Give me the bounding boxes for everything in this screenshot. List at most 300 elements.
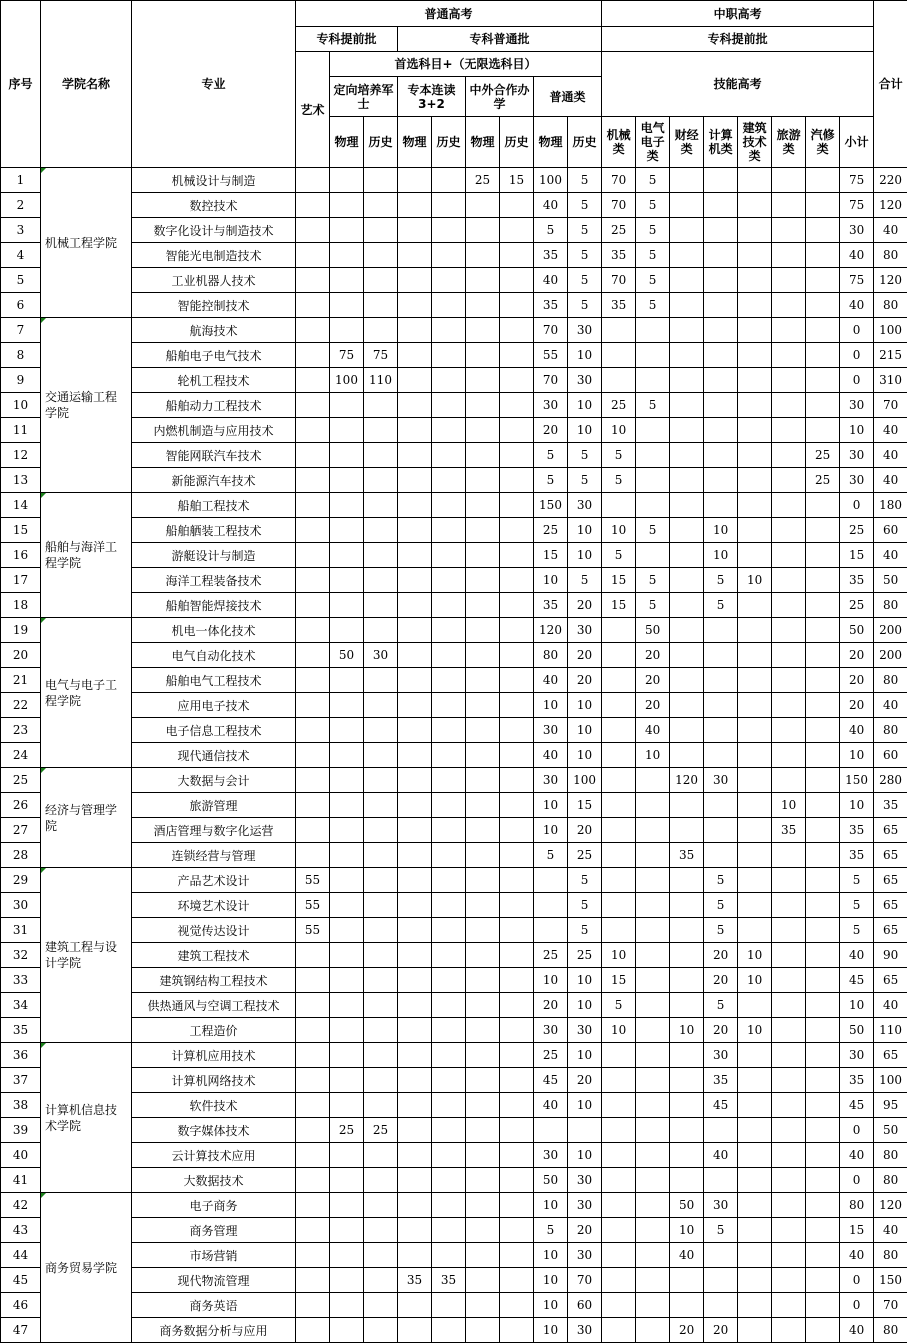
zb-his-cell bbox=[432, 1068, 466, 1093]
zb-his-cell bbox=[432, 318, 466, 343]
zw-phy-cell bbox=[466, 1243, 500, 1268]
pt-phy-cell: 10 bbox=[534, 818, 568, 843]
total-cell: 120 bbox=[874, 193, 907, 218]
dx-his-cell bbox=[364, 618, 398, 643]
table-row bbox=[1, 343, 907, 368]
major-cell: 船舶动力工程技术 bbox=[132, 393, 296, 418]
jisuanji-cell bbox=[704, 268, 738, 293]
dianqi-cell: 5 bbox=[636, 518, 670, 543]
zb-phy-cell bbox=[398, 268, 432, 293]
zb-his-cell bbox=[432, 1143, 466, 1168]
total-cell: 40 bbox=[874, 418, 907, 443]
caijing-cell bbox=[670, 243, 704, 268]
major-cell: 商务数据分析与应用 bbox=[132, 1318, 296, 1343]
pt-his-cell: 5 bbox=[568, 918, 602, 943]
header-skill-qixiu: 汽修类 bbox=[806, 117, 840, 168]
lvyou-cell bbox=[772, 168, 806, 193]
table-row bbox=[1, 1093, 907, 1118]
caijing-cell bbox=[670, 343, 704, 368]
dx-phy-cell: 50 bbox=[330, 643, 364, 668]
qixiu-cell bbox=[806, 868, 840, 893]
art-cell bbox=[296, 1143, 330, 1168]
qixiu-cell bbox=[806, 1068, 840, 1093]
jisuanji-cell bbox=[704, 818, 738, 843]
zw-his-cell bbox=[500, 993, 534, 1018]
seq-cell: 38 bbox=[1, 1093, 41, 1118]
jianzhu-cell bbox=[738, 768, 772, 793]
jianzhu-cell bbox=[738, 1193, 772, 1218]
art-cell bbox=[296, 218, 330, 243]
zb-phy-cell bbox=[398, 768, 432, 793]
total-cell: 310 bbox=[874, 368, 907, 393]
subtotal-cell: 10 bbox=[840, 743, 874, 768]
zw-his-cell bbox=[500, 593, 534, 618]
total-cell: 65 bbox=[874, 843, 907, 868]
dx-phy-cell bbox=[330, 243, 364, 268]
zw-his-cell bbox=[500, 818, 534, 843]
zw-phy-cell bbox=[466, 1143, 500, 1168]
zb-phy-cell bbox=[398, 1193, 432, 1218]
qixiu-cell bbox=[806, 643, 840, 668]
dx-his-cell bbox=[364, 893, 398, 918]
caijing-cell bbox=[670, 593, 704, 618]
zw-his-cell bbox=[500, 368, 534, 393]
zb-phy-cell bbox=[398, 718, 432, 743]
zw-phy-cell bbox=[466, 543, 500, 568]
art-cell bbox=[296, 1293, 330, 1318]
dx-phy-cell bbox=[330, 1193, 364, 1218]
zb-phy-cell bbox=[398, 743, 432, 768]
qixiu-cell bbox=[806, 593, 840, 618]
qixiu-cell bbox=[806, 168, 840, 193]
qixiu-cell bbox=[806, 1043, 840, 1068]
zb-his-cell bbox=[432, 743, 466, 768]
caijing-cell bbox=[670, 693, 704, 718]
dx-his-cell bbox=[364, 418, 398, 443]
pt-his-cell: 20 bbox=[568, 1068, 602, 1093]
dx-phy-cell bbox=[330, 518, 364, 543]
caijing-cell bbox=[670, 193, 704, 218]
subtotal-cell: 0 bbox=[840, 493, 874, 518]
caijing-cell bbox=[670, 1143, 704, 1168]
header-major: 专业 bbox=[132, 1, 296, 168]
dx-his-cell bbox=[364, 393, 398, 418]
zw-his-cell bbox=[500, 1193, 534, 1218]
jisuanji-cell bbox=[704, 1243, 738, 1268]
table-row bbox=[1, 1118, 907, 1143]
subtotal-cell: 0 bbox=[840, 1268, 874, 1293]
jisuanji-cell: 5 bbox=[704, 868, 738, 893]
dx-his-cell bbox=[364, 1193, 398, 1218]
jisuanji-cell: 5 bbox=[704, 993, 738, 1018]
qixiu-cell bbox=[806, 318, 840, 343]
qixiu-cell bbox=[806, 293, 840, 318]
zw-his-cell bbox=[500, 918, 534, 943]
seq-cell: 8 bbox=[1, 343, 41, 368]
jisuanji-cell bbox=[704, 168, 738, 193]
pt-phy-cell: 10 bbox=[534, 1268, 568, 1293]
dianqi-cell bbox=[636, 843, 670, 868]
qixiu-cell bbox=[806, 1193, 840, 1218]
zb-his-cell bbox=[432, 468, 466, 493]
pt-his-cell: 5 bbox=[568, 193, 602, 218]
zw-phy-cell bbox=[466, 718, 500, 743]
zw-phy-cell bbox=[466, 1068, 500, 1093]
dx-his-cell bbox=[364, 1168, 398, 1193]
college-name-cell: 船舶与海洋工程学院 bbox=[41, 493, 132, 618]
lvyou-cell bbox=[772, 543, 806, 568]
pt-his-cell: 5 bbox=[568, 243, 602, 268]
total-cell: 95 bbox=[874, 1093, 907, 1118]
qixiu-cell bbox=[806, 343, 840, 368]
zw-phy-cell bbox=[466, 1318, 500, 1343]
table-row bbox=[1, 943, 907, 968]
header-dx-history: 历史 bbox=[364, 117, 398, 168]
dx-phy-cell bbox=[330, 943, 364, 968]
major-cell: 数控技术 bbox=[132, 193, 296, 218]
total-cell: 100 bbox=[874, 1068, 907, 1093]
dianqi-cell bbox=[636, 318, 670, 343]
total-cell: 70 bbox=[874, 393, 907, 418]
dx-his-cell bbox=[364, 443, 398, 468]
pt-his-cell: 25 bbox=[568, 943, 602, 968]
jixie-cell bbox=[602, 1293, 636, 1318]
qixiu-cell bbox=[806, 668, 840, 693]
pt-phy-cell: 35 bbox=[534, 293, 568, 318]
total-cell: 40 bbox=[874, 468, 907, 493]
dianqi-cell bbox=[636, 1318, 670, 1343]
total-cell: 80 bbox=[874, 718, 907, 743]
header-skill-jisuanji: 计算机类 bbox=[704, 117, 738, 168]
jixie-cell bbox=[602, 843, 636, 868]
lvyou-cell bbox=[772, 1268, 806, 1293]
jisuanji-cell: 30 bbox=[704, 1193, 738, 1218]
caijing-cell bbox=[670, 1268, 704, 1293]
lvyou-cell bbox=[772, 1043, 806, 1068]
pt-phy-cell: 5 bbox=[534, 843, 568, 868]
table-row bbox=[1, 268, 907, 293]
zw-his-cell bbox=[500, 493, 534, 518]
pt-phy-cell: 20 bbox=[534, 418, 568, 443]
major-cell: 新能源汽车技术 bbox=[132, 468, 296, 493]
jixie-cell: 35 bbox=[602, 293, 636, 318]
caijing-cell bbox=[670, 668, 704, 693]
zw-phy-cell bbox=[466, 343, 500, 368]
seq-cell: 22 bbox=[1, 693, 41, 718]
zb-phy-cell bbox=[398, 1018, 432, 1043]
major-cell: 软件技术 bbox=[132, 1093, 296, 1118]
jisuanji-cell: 10 bbox=[704, 518, 738, 543]
dianqi-cell bbox=[636, 418, 670, 443]
jianzhu-cell bbox=[738, 793, 772, 818]
total-cell: 70 bbox=[874, 1293, 907, 1318]
jianzhu-cell bbox=[738, 1043, 772, 1068]
zb-his-cell bbox=[432, 1218, 466, 1243]
jixie-cell bbox=[602, 618, 636, 643]
dianqi-cell bbox=[636, 943, 670, 968]
subtotal-cell: 10 bbox=[840, 418, 874, 443]
zw-his-cell bbox=[500, 518, 534, 543]
lvyou-cell bbox=[772, 843, 806, 868]
jixie-cell: 10 bbox=[602, 943, 636, 968]
pt-phy-cell bbox=[534, 893, 568, 918]
zw-his-cell bbox=[500, 318, 534, 343]
caijing-cell: 35 bbox=[670, 843, 704, 868]
jisuanji-cell bbox=[704, 468, 738, 493]
zw-his-cell bbox=[500, 643, 534, 668]
seq-cell: 10 bbox=[1, 393, 41, 418]
pt-phy-cell: 150 bbox=[534, 493, 568, 518]
art-cell bbox=[296, 418, 330, 443]
qixiu-cell bbox=[806, 843, 840, 868]
major-cell: 船舶电子电气技术 bbox=[132, 343, 296, 368]
caijing-cell bbox=[670, 743, 704, 768]
major-cell: 建筑钢结构工程技术 bbox=[132, 968, 296, 993]
dx-phy-cell bbox=[330, 1143, 364, 1168]
caijing-cell bbox=[670, 368, 704, 393]
jianzhu-cell bbox=[738, 818, 772, 843]
pt-his-cell: 25 bbox=[568, 843, 602, 868]
zb-phy-cell bbox=[398, 1318, 432, 1343]
caijing-cell: 40 bbox=[670, 1243, 704, 1268]
subtotal-cell: 40 bbox=[840, 243, 874, 268]
zw-phy-cell bbox=[466, 918, 500, 943]
pt-his-cell: 5 bbox=[568, 293, 602, 318]
caijing-cell bbox=[670, 393, 704, 418]
total-cell: 110 bbox=[874, 1018, 907, 1043]
dx-his-cell bbox=[364, 1268, 398, 1293]
dx-his-cell bbox=[364, 1018, 398, 1043]
lvyou-cell bbox=[772, 593, 806, 618]
dx-his-cell bbox=[364, 993, 398, 1018]
subtotal-cell: 10 bbox=[840, 993, 874, 1018]
dianqi-cell bbox=[636, 1193, 670, 1218]
jianzhu-cell bbox=[738, 493, 772, 518]
jixie-cell: 25 bbox=[602, 393, 636, 418]
subtotal-cell: 40 bbox=[840, 1143, 874, 1168]
zw-phy-cell bbox=[466, 193, 500, 218]
zw-phy-cell bbox=[466, 993, 500, 1018]
qixiu-cell bbox=[806, 743, 840, 768]
table-row bbox=[1, 318, 907, 343]
zw-phy-cell bbox=[466, 743, 500, 768]
total-cell: 120 bbox=[874, 1193, 907, 1218]
caijing-cell bbox=[670, 468, 704, 493]
subtotal-cell: 35 bbox=[840, 568, 874, 593]
zw-his-cell bbox=[500, 718, 534, 743]
zb-phy-cell bbox=[398, 993, 432, 1018]
dx-his-cell bbox=[364, 743, 398, 768]
zw-phy-cell bbox=[466, 293, 500, 318]
pt-his-cell: 10 bbox=[568, 1143, 602, 1168]
qixiu-cell bbox=[806, 793, 840, 818]
zw-his-cell bbox=[500, 393, 534, 418]
qixiu-cell bbox=[806, 543, 840, 568]
dx-phy-cell bbox=[330, 268, 364, 293]
jixie-cell: 10 bbox=[602, 1018, 636, 1043]
total-cell: 35 bbox=[874, 793, 907, 818]
dianqi-cell: 5 bbox=[636, 243, 670, 268]
jixie-cell bbox=[602, 693, 636, 718]
dx-his-cell bbox=[364, 693, 398, 718]
dx-phy-cell bbox=[330, 693, 364, 718]
jianzhu-cell bbox=[738, 218, 772, 243]
seq-cell: 41 bbox=[1, 1168, 41, 1193]
zw-phy-cell bbox=[466, 443, 500, 468]
qixiu-cell bbox=[806, 518, 840, 543]
dx-his-cell bbox=[364, 793, 398, 818]
total-cell: 65 bbox=[874, 868, 907, 893]
major-cell: 视觉传达设计 bbox=[132, 918, 296, 943]
jixie-cell: 70 bbox=[602, 268, 636, 293]
pt-his-cell: 10 bbox=[568, 968, 602, 993]
pt-phy-cell: 5 bbox=[534, 1218, 568, 1243]
zw-his-cell bbox=[500, 343, 534, 368]
dianqi-cell bbox=[636, 468, 670, 493]
subtotal-cell: 45 bbox=[840, 1093, 874, 1118]
dx-phy-cell bbox=[330, 443, 364, 468]
dx-his-cell: 75 bbox=[364, 343, 398, 368]
table-row bbox=[1, 668, 907, 693]
zw-his-cell bbox=[500, 1018, 534, 1043]
dx-his-cell bbox=[364, 1093, 398, 1118]
dianqi-cell bbox=[636, 1293, 670, 1318]
jixie-cell: 5 bbox=[602, 993, 636, 1018]
total-cell: 120 bbox=[874, 268, 907, 293]
art-cell bbox=[296, 1043, 330, 1068]
dx-phy-cell bbox=[330, 218, 364, 243]
subtotal-cell: 5 bbox=[840, 918, 874, 943]
lvyou-cell bbox=[772, 643, 806, 668]
zb-his-cell bbox=[432, 493, 466, 518]
qixiu-cell bbox=[806, 1118, 840, 1143]
zb-phy-cell bbox=[398, 168, 432, 193]
dianqi-cell bbox=[636, 443, 670, 468]
table-row bbox=[1, 893, 907, 918]
jixie-cell: 5 bbox=[602, 468, 636, 493]
qixiu-cell bbox=[806, 1243, 840, 1268]
art-cell bbox=[296, 718, 330, 743]
major-cell: 数字化设计与制造技术 bbox=[132, 218, 296, 243]
qixiu-cell bbox=[806, 693, 840, 718]
zw-phy-cell bbox=[466, 493, 500, 518]
zw-phy-cell bbox=[466, 568, 500, 593]
zw-phy-cell bbox=[466, 1193, 500, 1218]
caijing-cell bbox=[670, 1168, 704, 1193]
zb-phy-cell bbox=[398, 493, 432, 518]
seq-cell: 11 bbox=[1, 418, 41, 443]
college-name-cell: 机械工程学院 bbox=[41, 168, 132, 318]
caijing-cell bbox=[670, 643, 704, 668]
zb-phy-cell bbox=[398, 818, 432, 843]
pt-phy-cell: 10 bbox=[534, 693, 568, 718]
pt-his-cell: 5 bbox=[568, 468, 602, 493]
zb-his-cell bbox=[432, 443, 466, 468]
dx-his-cell bbox=[364, 1143, 398, 1168]
header-skill-jianzhu: 建筑技术类 bbox=[738, 117, 772, 168]
header-zhuanke-putong: 专科普通批 bbox=[398, 27, 602, 52]
dx-phy-cell: 100 bbox=[330, 368, 364, 393]
total-cell: 40 bbox=[874, 443, 907, 468]
jixie-cell bbox=[602, 1118, 636, 1143]
college-name-cell: 交通运输工程学院 bbox=[41, 318, 132, 493]
dx-phy-cell bbox=[330, 543, 364, 568]
seq-cell: 3 bbox=[1, 218, 41, 243]
major-cell: 智能光电制造技术 bbox=[132, 243, 296, 268]
jianzhu-cell bbox=[738, 543, 772, 568]
total-cell: 65 bbox=[874, 1043, 907, 1068]
seq-cell: 9 bbox=[1, 368, 41, 393]
art-cell bbox=[296, 593, 330, 618]
dianqi-cell: 5 bbox=[636, 293, 670, 318]
art-cell bbox=[296, 668, 330, 693]
pt-phy-cell bbox=[534, 918, 568, 943]
total-cell: 80 bbox=[874, 243, 907, 268]
seq-cell: 26 bbox=[1, 793, 41, 818]
dx-his-cell bbox=[364, 943, 398, 968]
pt-phy-cell: 55 bbox=[534, 343, 568, 368]
pt-phy-cell: 45 bbox=[534, 1068, 568, 1093]
lvyou-cell bbox=[772, 368, 806, 393]
zb-his-cell bbox=[432, 218, 466, 243]
subtotal-cell: 0 bbox=[840, 343, 874, 368]
dx-his-cell bbox=[364, 1068, 398, 1093]
header-zb-history: 历史 bbox=[432, 117, 466, 168]
pt-his-cell: 30 bbox=[568, 368, 602, 393]
lvyou-cell bbox=[772, 1118, 806, 1143]
subtotal-cell: 35 bbox=[840, 818, 874, 843]
zb-phy-cell bbox=[398, 368, 432, 393]
lvyou-cell bbox=[772, 318, 806, 343]
pt-his-cell: 10 bbox=[568, 393, 602, 418]
subtotal-cell: 40 bbox=[840, 1243, 874, 1268]
header-skill-jixie: 机械类 bbox=[602, 117, 636, 168]
lvyou-cell bbox=[772, 993, 806, 1018]
seq-cell: 43 bbox=[1, 1218, 41, 1243]
pt-his-cell: 5 bbox=[568, 893, 602, 918]
art-cell bbox=[296, 818, 330, 843]
lvyou-cell bbox=[772, 668, 806, 693]
jianzhu-cell bbox=[738, 918, 772, 943]
art-cell bbox=[296, 343, 330, 368]
seq-cell: 7 bbox=[1, 318, 41, 343]
zb-his-cell bbox=[432, 1193, 466, 1218]
dx-phy-cell bbox=[330, 793, 364, 818]
zb-phy-cell bbox=[398, 1093, 432, 1118]
major-cell: 建筑工程技术 bbox=[132, 943, 296, 968]
pt-phy-cell: 30 bbox=[534, 768, 568, 793]
major-cell: 游艇设计与制造 bbox=[132, 543, 296, 568]
art-cell: 55 bbox=[296, 918, 330, 943]
dx-phy-cell bbox=[330, 668, 364, 693]
header-zw-physics: 物理 bbox=[466, 117, 500, 168]
zw-his-cell bbox=[500, 968, 534, 993]
pt-his-cell: 5 bbox=[568, 868, 602, 893]
art-cell bbox=[296, 518, 330, 543]
subtotal-cell: 30 bbox=[840, 468, 874, 493]
lvyou-cell bbox=[772, 893, 806, 918]
total-cell: 60 bbox=[874, 518, 907, 543]
qixiu-cell bbox=[806, 243, 840, 268]
table-row bbox=[1, 1268, 907, 1293]
subtotal-cell: 30 bbox=[840, 218, 874, 243]
art-cell bbox=[296, 468, 330, 493]
pt-phy-cell bbox=[534, 1118, 568, 1143]
total-cell: 80 bbox=[874, 1143, 907, 1168]
seq-cell: 1 bbox=[1, 168, 41, 193]
art-cell bbox=[296, 1093, 330, 1118]
art-cell bbox=[296, 1018, 330, 1043]
